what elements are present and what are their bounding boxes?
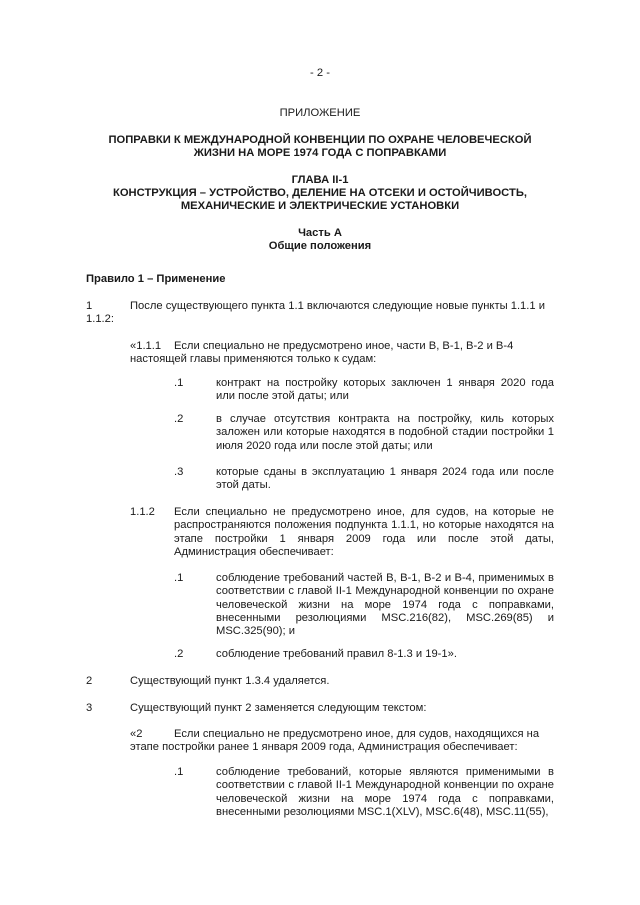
subparagraph-number: «1.1.1 [130, 340, 162, 352]
item-number: .2 [174, 648, 184, 660]
item-text: в случае отсутствия контракта на постройку, киль которых заложен или которые находятся в подобной стадии постройки 1 июля 2020 года или после этой даты; или [216, 413, 554, 452]
chapter-heading: ГЛАВА II-1 [291, 174, 349, 186]
appendix-heading: ПРИЛОЖЕНИЕ [279, 107, 361, 119]
paragraph-text: Существующий пункт 2 заменяется следующим текстом: [130, 702, 427, 714]
paragraph-number: 1 [86, 300, 93, 312]
subparagraph-text: Если специально не предусмотрено иное, части B, B-1, B-2 и B-4 [174, 340, 514, 352]
item-text: соблюдение требований, которые являются применимыми в соответствии с главой II-1 Международной конвенции по охране человеческой жизни на море 1974 года с поправками, внесенными резолюциями MSC.1(XLV), MSC.6(48), MSC.11(55), [216, 766, 554, 818]
item-number: .3 [174, 466, 184, 478]
page-number: - 2 - [310, 67, 330, 79]
chapter-title-line-2: МЕХАНИЧЕСКИЕ И ЭЛЕКТРИЧЕСКИЕ УСТАНОВКИ [180, 200, 460, 212]
subparagraph-number: «2 [130, 728, 143, 740]
item-text: контракт на постройку которых заключен 1 января 2020 года или после этой даты; или [216, 377, 554, 403]
rule-heading: Правило 1 – Применение [86, 273, 226, 285]
subparagraph-text: настоящей главы применяются только к судам: [130, 353, 377, 365]
subparagraph-text: этапе постройки ранее 1 января 2009 года, Администрация обеспечивает: [130, 741, 518, 753]
item-text: соблюдение требований частей B, B-1, B-2 и B-4, применимых в соответствии с главой II-1 Международной конвенции по охране человеческой жизни на море 1974 года с поправками, внесенными резолюциями MSC.216(82), MSC.269(85) и MSC.325(90); и [216, 572, 554, 638]
item-number: .1 [174, 572, 184, 584]
title-line-2: ЖИЗНИ НА МОРЕ 1974 ГОДА С ПОПРАВКАМИ [193, 147, 447, 159]
title-line-1: ПОПРАВКИ К МЕЖДУНАРОДНОЙ КОНВЕНЦИИ ПО ОХРАНЕ ЧЕЛОВЕЧЕСКОЙ [108, 134, 532, 146]
paragraph-text: 1.1.2: [86, 313, 114, 325]
item-number: .1 [174, 377, 184, 389]
item-text: которые сданы в эксплуатацию 1 января 2024 года или после этой даты. [216, 466, 554, 492]
subparagraph-text: Если специально не предусмотрено иное, для судов, на которые не распространяются положения подпункта 1.1.1, но которые находятся на этапе постройки 1 января 2009 года или после этой даты, Администрация обеспечивает: [174, 506, 554, 558]
chapter-title-line-1: КОНСТРУКЦИЯ – УСТРОЙСТВО, ДЕЛЕНИЕ НА ОТСЕКИ И ОСТОЙЧИВОСТЬ, [113, 187, 527, 199]
paragraph-number: 2 [86, 675, 93, 687]
part-heading: Часть A [298, 227, 342, 239]
item-text: соблюдение требований правил 8-1.3 и 19-1». [216, 648, 457, 660]
subparagraph-number: 1.1.2 [130, 506, 155, 518]
part-title: Общие положения [268, 240, 372, 252]
item-number: .1 [174, 766, 184, 778]
paragraph-text: После существующего пункта 1.1 включаются следующие новые пункты 1.1.1 и [130, 300, 545, 312]
item-number: .2 [174, 413, 184, 425]
paragraph-text: Существующий пункт 1.3.4 удаляется. [130, 675, 330, 687]
paragraph-number: 3 [86, 702, 93, 714]
subparagraph-text: Если специально не предусмотрено иное, для судов, находящихся на [174, 728, 540, 740]
